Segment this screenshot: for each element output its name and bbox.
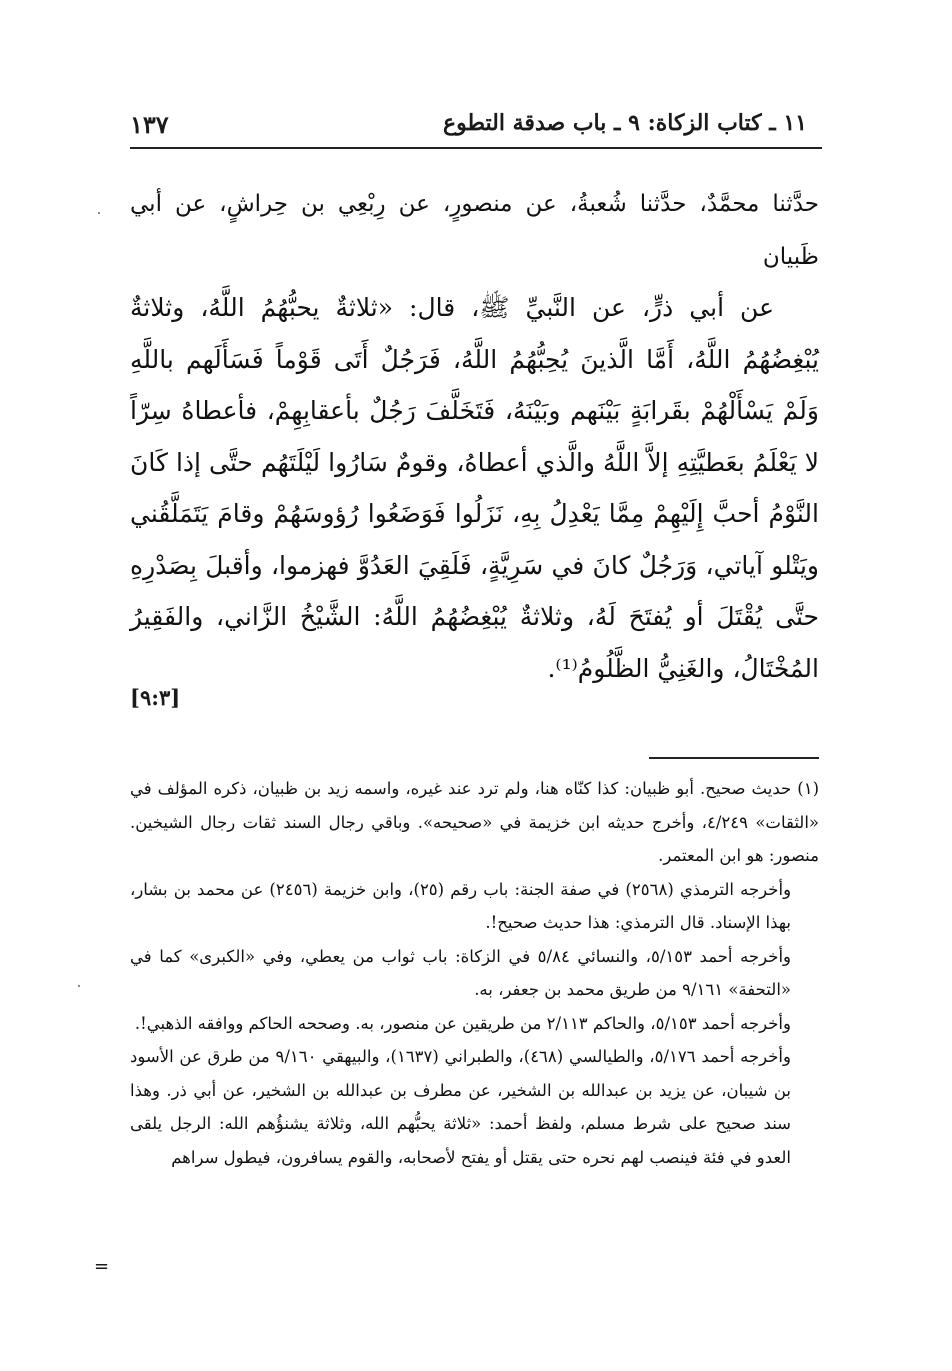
footnote-divider	[649, 757, 819, 759]
hadith-text	[130, 282, 819, 694]
footnote-paragraph: وأخرجه أحمد ٥/١٧٦، والطيالسي (٤٦٨)، والطبراني (١٦٣٧)، والبيهقي ٩/١٦٠ من طرق عن الأسود بن شيبان، عن يزيد بن عبدالله بن الشخير، عن مطرف بن عبدالله بن الشخير، عن أبي ذر. وهذا سند صحيح على شرط مسلم، ولفظ أحمد: «ثلاثة يحبُّهم الله، وثلاثة يشنؤُهم الله: الرجل يلقى العدو في فئة فينصب لهم نحره حتى يقتل أو يفتح لأصحابه، والقوم يسافرون، فيطول سراهم	[130, 1047, 791, 1167]
scan-speck	[98, 212, 100, 214]
header-divider	[130, 147, 822, 149]
footnote-paragraph: وأخرجه الترمذي (٢٥٦٨) في صفة الجنة: باب رقم (٢٥)، وابن خزيمة (٢٤٥٦) عن محمد بن بشار، بهذا الإسناد. قال الترمذي: هذا حديث صحيح!.	[130, 879, 792, 932]
page-number: ١٣٧	[130, 110, 169, 139]
matn-paragraph: عن أبي ذرٍّ، عن النَّبيِّ ﷺ، قال: «ثلاثةٌ يحبُّهُمُ اللَّهُ، وثلاثةٌ يُبْغِضُهُمُ اللَّهُ، أَمَّا الَّذينَ يُحِبُّهُمُ اللَّهُ، فَرَجُلٌ أَتَى قَوْماً فَسَأَلَهم باللَّهِ وَلَمْ يَسْأَلْهُمْ بقَرابَةٍ بَيْنَهم وبَيْنَهُ، فَتَخَلَّفَ رَجُلٌ بأعقابِهِمْ، فأعطاهُ سِرّاً لا يَعْلَمُ بعَطيَّتِهِ إلاَّ اللَّهُ والَّذي أعطاهُ، وقومٌ سَارُوا لَيْلَتَهُم حتَّى إذا كَانَ النَّوْمُ أحبَّ إِلَيْهِمْ مِمَّا يَعْدِلُ بِهِ، نَزَلُوا فَوَضَعُوا رُؤوسَهُمْ وقامَ يَتَمَلَّقُني ويَتْلو آياتي، وَرَجُلٌ كانَ في سَرِيَّةٍ، فَلَقِيَ العَدُوَّ فهزموا، وأقبلَ بِصَدْرِهِ حتَّى يُقْتَلَ أو يُفتَحَ لَهُ، وثلاثةٌ يُبْغِضُهُمُ اللَّهُ: الشَّيْخُ الزَّاني، والفَقِيرُ المُخْتَالُ، والغَنِيُّ الظَّلُومُ⁽¹⁾.	[130, 293, 819, 683]
footnote-paragraph: وأخرجه أحمد ٥/١٥٣، والحاكم ٢/١١٣ من طريقين عن منصور، به. وصححه الحاكم ووافقه الذهبي!.	[134, 1013, 791, 1033]
reference-marker: [٩:٣]	[130, 685, 181, 710]
footnotes-section	[130, 772, 819, 1174]
continuation-mark: =	[94, 1256, 110, 1277]
running-header	[130, 110, 807, 150]
scan-speck	[78, 985, 80, 987]
footnote-paragraph: (١) حديث صحيح. أبو ظبيان: كذا كنّاه هنا، ولم ترد عند غيره، واسمه زيد بن ظبيان، ذكره المؤلف في «الثقات» ٤/٢٤٩، وأخرج حديثه ابن خزيمة في «صحيحه». وباقي رجال السند ثقات رجال الشيخين. منصور: هو ابن المعتمر.	[130, 779, 820, 865]
footnote-paragraph: وأخرجه أحمد ٥/١٥٣، والنسائي ٥/٨٤ في الزكاة: باب ثواب من يعطي، وفي «الكبرى» كما في «التحفة» ٩/١٦١ من طريق محمد بن جعفر، به.	[130, 946, 791, 999]
isnad-paragraph: حدَّثنا محمَّدٌ، حدَّثنا شُعبةُ، عن منصورٍ، عن رِبْعِي بن حِراشٍ، عن أبي ظَبيان	[130, 191, 819, 270]
chapter-title: ١١ ـ كتاب الزكاة: ٩ ـ باب صدقة التطوع	[442, 110, 807, 136]
